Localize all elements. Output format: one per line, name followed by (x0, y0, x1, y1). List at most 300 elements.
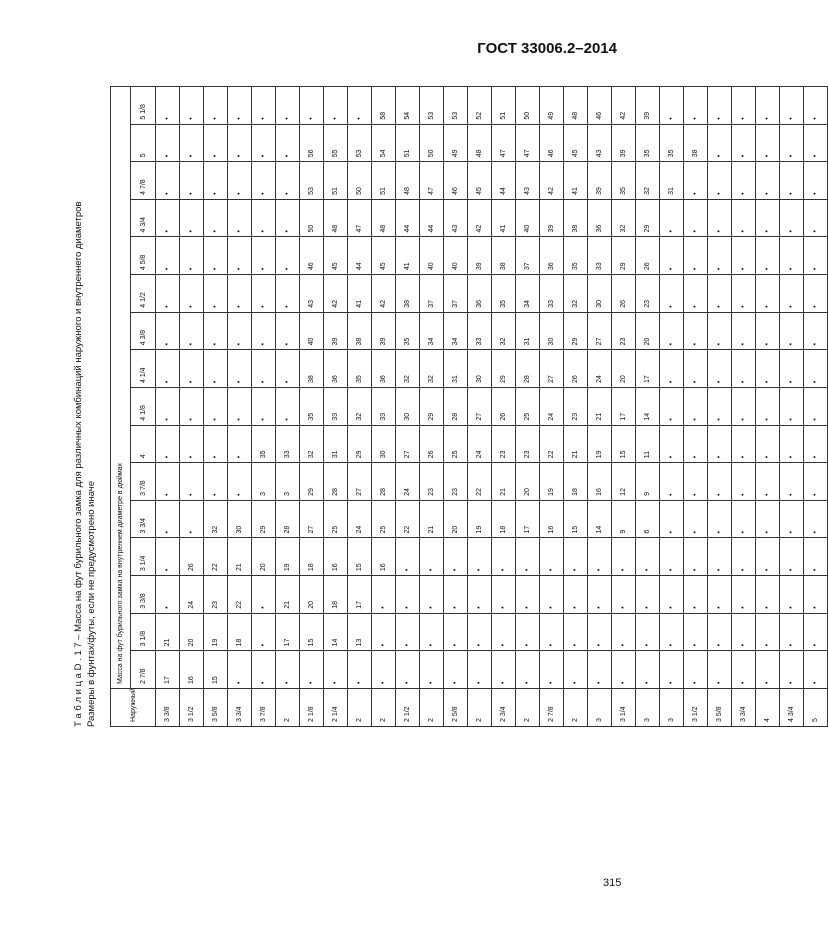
mass-cell: 45 (564, 124, 588, 162)
mass-cell: • (588, 651, 612, 689)
mass-cell: • (228, 388, 252, 426)
mass-cell: • (756, 613, 780, 651)
mass-cell: • (780, 388, 804, 426)
mass-cell: 41 (564, 162, 588, 200)
mass-cell: 40 (420, 237, 444, 275)
mass-cell: • (540, 576, 564, 614)
mass-cell: 22 (540, 425, 564, 463)
mass-cell: • (540, 651, 564, 689)
mass-cell: 29 (300, 463, 324, 501)
mass-cell: • (804, 613, 828, 651)
table-row (252, 86, 276, 726)
mass-cell: • (732, 237, 756, 275)
mass-cell: 40 (444, 237, 468, 275)
mass-cell: 50 (420, 124, 444, 162)
mass-cell: 31 (516, 312, 540, 350)
mass-cell: 24 (180, 576, 204, 614)
inner-diameter-header: 4 1/2 (131, 275, 156, 313)
mass-cell: • (756, 199, 780, 237)
mass-cell: • (252, 237, 276, 275)
mass-cell: 39 (636, 86, 660, 124)
outer-diameter-cell: 2 1/8 (300, 689, 324, 727)
mass-cell: • (252, 388, 276, 426)
mass-cell: • (276, 651, 300, 689)
table-row (588, 86, 612, 726)
mass-cell: 37 (516, 237, 540, 275)
mass-cell: 23 (612, 312, 636, 350)
mass-header: Масса на фут бурильного замка на внутреннем диаметре в дюймах (111, 86, 131, 688)
mass-cell: • (204, 463, 228, 501)
mass-cell: • (420, 538, 444, 576)
mass-cell: • (228, 425, 252, 463)
mass-cell: 46 (444, 162, 468, 200)
mass-cell: 29 (636, 199, 660, 237)
mass-cell: • (684, 463, 708, 501)
mass-cell: 19 (276, 538, 300, 576)
mass-cell: • (756, 350, 780, 388)
mass-cell: 13 (348, 613, 372, 651)
mass-cell: • (396, 538, 420, 576)
mass-cell: 17 (276, 613, 300, 651)
mass-cell: 17 (636, 350, 660, 388)
mass-cell: • (756, 388, 780, 426)
mass-cell: 22 (468, 463, 492, 501)
outer-diameter-cell: 3 (636, 689, 660, 727)
mass-cell: 34 (444, 312, 468, 350)
mass-cell: • (684, 576, 708, 614)
mass-cell: • (444, 576, 468, 614)
main-header-row (111, 86, 131, 726)
mass-cell: 17 (348, 576, 372, 614)
outer-diameter-cell: 4 (756, 689, 780, 727)
table-row (636, 86, 660, 726)
mass-cell: 47 (516, 124, 540, 162)
mass-cell: 27 (468, 388, 492, 426)
mass-cell: 15 (300, 613, 324, 651)
mass-cell: • (372, 576, 396, 614)
mass-cell: • (756, 651, 780, 689)
mass-cell: • (708, 500, 732, 538)
mass-cell: • (252, 162, 276, 200)
mass-cell: • (276, 275, 300, 313)
mass-cell: • (564, 651, 588, 689)
outer-diameter-cell: 4 3/4 (780, 689, 804, 727)
mass-cell: • (252, 86, 276, 124)
mass-cell: • (756, 538, 780, 576)
mass-cell: 48 (564, 86, 588, 124)
mass-cell: 14 (324, 613, 348, 651)
mass-cell: 26 (636, 237, 660, 275)
mass-cell: • (780, 576, 804, 614)
mass-cell: 36 (588, 199, 612, 237)
mass-cell: • (732, 275, 756, 313)
table-row (396, 86, 420, 726)
outer-diameter-cell: 2 (564, 689, 588, 727)
mass-cell: • (588, 538, 612, 576)
mass-cell: 33 (588, 237, 612, 275)
mass-cell: • (180, 350, 204, 388)
mass-cell: 32 (204, 500, 228, 538)
mass-cell: • (660, 538, 684, 576)
mass-cell: • (228, 312, 252, 350)
mass-cell: 39 (372, 312, 396, 350)
mass-cell: 25 (444, 425, 468, 463)
mass-cell: • (228, 199, 252, 237)
mass-cell: 48 (324, 199, 348, 237)
mass-cell: • (804, 162, 828, 200)
inner-diameter-header: 4 1/4 (131, 350, 156, 388)
mass-cell: • (684, 350, 708, 388)
outer-diameter-cell: 3 3/4 (732, 689, 756, 727)
mass-cell: 16 (372, 538, 396, 576)
mass-cell: • (756, 237, 780, 275)
mass-cell: 14 (636, 388, 660, 426)
mass-cell: • (588, 576, 612, 614)
outer-diameter-cell: 2 (468, 689, 492, 727)
mass-cell: 16 (588, 463, 612, 501)
mass-cell: 16 (540, 500, 564, 538)
mass-cell: 40 (300, 312, 324, 350)
mass-cell: • (516, 651, 540, 689)
inner-diameter-header: 4 5/8 (131, 237, 156, 275)
mass-cell: • (780, 237, 804, 275)
mass-cell: 20 (180, 613, 204, 651)
outer-diameter-cell: 2 (420, 689, 444, 727)
mass-cell: 24 (348, 500, 372, 538)
outer-diameter-cell: 2 (516, 689, 540, 727)
mass-cell: 20 (612, 350, 636, 388)
mass-cell: • (204, 237, 228, 275)
outer-diameter-cell: 2 1/4 (324, 689, 348, 727)
mass-cell: • (420, 613, 444, 651)
mass-cell: 21 (228, 538, 252, 576)
mass-cell: 48 (468, 124, 492, 162)
inner-diameter-header: 5 (131, 124, 156, 162)
mass-cell: 39 (588, 162, 612, 200)
mass-cell: 42 (540, 162, 564, 200)
mass-cell: 23 (636, 275, 660, 313)
mass-cell: • (804, 86, 828, 124)
table-row (276, 86, 300, 726)
inner-diameter-header: 4 3/8 (131, 312, 156, 350)
mass-cell: 44 (420, 199, 444, 237)
mass-cell: 23 (420, 463, 444, 501)
mass-cell: 27 (588, 312, 612, 350)
mass-cell: 33 (324, 388, 348, 426)
mass-cell: • (684, 86, 708, 124)
mass-cell: 43 (516, 162, 540, 200)
mass-cell: • (804, 651, 828, 689)
mass-cell: • (228, 124, 252, 162)
mass-cell: • (252, 613, 276, 651)
mass-cell: • (516, 576, 540, 614)
mass-cell: • (156, 237, 180, 275)
mass-cell: • (228, 350, 252, 388)
mass-cell: 21 (564, 425, 588, 463)
mass-cell: • (180, 463, 204, 501)
outer-diameter-cell: 5 (804, 689, 828, 727)
mass-cell: • (156, 500, 180, 538)
mass-cell: • (396, 576, 420, 614)
mass-cell: 28 (324, 463, 348, 501)
mass-cell: • (756, 86, 780, 124)
mass-cell: 32 (420, 350, 444, 388)
mass-cell: • (804, 312, 828, 350)
mass-cell: 42 (468, 199, 492, 237)
table-row (804, 86, 828, 726)
mass-cell: 17 (516, 500, 540, 538)
mass-cell: 27 (540, 350, 564, 388)
mass-cell: 58 (372, 86, 396, 124)
mass-cell: • (228, 275, 252, 313)
mass-cell: • (732, 86, 756, 124)
mass-cell: • (684, 275, 708, 313)
mass-cell: • (156, 162, 180, 200)
mass-cell: • (396, 651, 420, 689)
mass-cell: 44 (348, 237, 372, 275)
mass-cell: • (708, 237, 732, 275)
mass-cell: 3 (252, 463, 276, 501)
mass-cell: 32 (396, 350, 420, 388)
mass-cell: • (708, 538, 732, 576)
mass-cell: • (204, 425, 228, 463)
mass-cell: • (660, 500, 684, 538)
mass-cell: • (612, 651, 636, 689)
mass-cell: 45 (324, 237, 348, 275)
mass-cell: 34 (420, 312, 444, 350)
mass-cell: • (420, 651, 444, 689)
mass-cell: • (252, 651, 276, 689)
mass-cell: 24 (540, 388, 564, 426)
mass-cell: • (180, 500, 204, 538)
mass-cell: • (756, 124, 780, 162)
mass-cell: 24 (588, 350, 612, 388)
mass-cell: • (636, 576, 660, 614)
mass-cell: • (780, 312, 804, 350)
mass-cell: • (588, 613, 612, 651)
mass-cell: • (660, 237, 684, 275)
mass-cell: • (708, 124, 732, 162)
mass-cell: 25 (516, 388, 540, 426)
mass-cell: • (204, 350, 228, 388)
mass-cell: 36 (540, 237, 564, 275)
mass-cell: • (492, 576, 516, 614)
mass-cell: • (732, 312, 756, 350)
outer-diameter-cell: 3 5/8 (708, 689, 732, 727)
mass-cell: • (564, 613, 588, 651)
mass-cell: 48 (396, 162, 420, 200)
mass-cell: 30 (540, 312, 564, 350)
mass-cell: • (708, 388, 732, 426)
mass-cell: • (156, 199, 180, 237)
mass-cell: 35 (612, 162, 636, 200)
mass-cell: 38 (300, 350, 324, 388)
mass-cell: 18 (300, 538, 324, 576)
mass-cell: 6 (636, 500, 660, 538)
mass-cell: • (684, 613, 708, 651)
mass-cell: • (780, 500, 804, 538)
mass-cell: 26 (180, 538, 204, 576)
mass-cell: • (180, 86, 204, 124)
mass-cell: 54 (396, 86, 420, 124)
table-row (228, 86, 252, 726)
mass-cell: • (780, 350, 804, 388)
table-body (156, 86, 828, 726)
mass-cell: 19 (204, 613, 228, 651)
mass-cell: • (444, 651, 468, 689)
mass-cell: 30 (588, 275, 612, 313)
mass-cell: 27 (300, 500, 324, 538)
mass-cell: • (252, 350, 276, 388)
mass-cell: • (156, 576, 180, 614)
mass-cell: • (252, 275, 276, 313)
mass-cell: • (228, 463, 252, 501)
rotated-table-container (110, 87, 819, 727)
mass-cell: 32 (348, 388, 372, 426)
outer-diameter-cell: 3 (588, 689, 612, 727)
mass-cell: 11 (636, 425, 660, 463)
mass-cell: 46 (588, 86, 612, 124)
mass-cell: 51 (492, 86, 516, 124)
mass-cell: 27 (396, 425, 420, 463)
mass-cell: • (660, 651, 684, 689)
caption-title: Т а б л и ц а D . 1 7 – Масса на фут бурильного замка для различных комбинаций наружного и внутреннего диаметров (73, 201, 84, 727)
mass-cell: • (492, 538, 516, 576)
mass-cell: 29 (492, 350, 516, 388)
mass-cell: • (756, 312, 780, 350)
table-row (564, 86, 588, 726)
mass-cell: • (660, 312, 684, 350)
table-row (732, 86, 756, 726)
mass-cell: 15 (564, 500, 588, 538)
mass-cell: • (180, 199, 204, 237)
mass-cell: 15 (204, 651, 228, 689)
mass-cell: • (252, 124, 276, 162)
mass-cell: • (684, 388, 708, 426)
mass-cell: 43 (300, 275, 324, 313)
mass-cell: • (156, 86, 180, 124)
mass-cell: • (660, 388, 684, 426)
mass-cell: • (204, 199, 228, 237)
mass-cell: • (156, 388, 180, 426)
mass-cell: • (276, 388, 300, 426)
mass-cell: • (492, 651, 516, 689)
mass-cell: 38 (396, 275, 420, 313)
table-row (660, 86, 684, 726)
mass-cell: 43 (588, 124, 612, 162)
table-row (180, 86, 204, 726)
mass-cell: • (180, 425, 204, 463)
mass-cell: 35 (492, 275, 516, 313)
mass-cell: • (228, 86, 252, 124)
mass-cell: • (660, 425, 684, 463)
mass-cell: • (660, 463, 684, 501)
mass-cell: 34 (516, 275, 540, 313)
mass-cell: • (156, 275, 180, 313)
mass-cell: • (684, 651, 708, 689)
mass-cell: 45 (468, 162, 492, 200)
mass-cell: 35 (252, 425, 276, 463)
mass-cell: • (732, 500, 756, 538)
outer-diameter-cell: 3 5/8 (204, 689, 228, 727)
mass-cell: 47 (420, 162, 444, 200)
mass-cell: 21 (588, 388, 612, 426)
mass-cell: • (468, 576, 492, 614)
mass-cell: 32 (636, 162, 660, 200)
mass-cell: • (804, 388, 828, 426)
mass-cell: • (804, 275, 828, 313)
mass-cell: • (276, 312, 300, 350)
mass-cell: • (564, 538, 588, 576)
mass-cell: 23 (516, 425, 540, 463)
mass-cell: 46 (540, 124, 564, 162)
mass-cell: • (204, 124, 228, 162)
table-area (110, 87, 819, 727)
mass-cell: 53 (444, 86, 468, 124)
mass-cell: • (468, 538, 492, 576)
mass-cell: 16 (180, 651, 204, 689)
mass-cell: • (156, 425, 180, 463)
mass-cell: • (372, 613, 396, 651)
mass-cell: • (804, 576, 828, 614)
mass-cell: 16 (324, 538, 348, 576)
mass-cell: 19 (468, 500, 492, 538)
inner-diameter-header: 3 1/8 (131, 613, 156, 651)
outer-diameter-cell: 3 3/4 (228, 689, 252, 727)
mass-cell: • (420, 576, 444, 614)
mass-cell: 32 (564, 275, 588, 313)
mass-cell: 29 (612, 237, 636, 275)
mass-cell: 54 (372, 124, 396, 162)
mass-cell: 21 (156, 613, 180, 651)
mass-cell: 17 (612, 388, 636, 426)
table-row (492, 86, 516, 726)
outer-diameter-cell: 3 (660, 689, 684, 727)
mass-cell: • (180, 162, 204, 200)
mass-cell: 48 (372, 199, 396, 237)
mass-cell: 38 (348, 312, 372, 350)
mass-cell: • (348, 86, 372, 124)
outer-diameter-cell: 2 3/4 (492, 689, 516, 727)
mass-cell: • (636, 651, 660, 689)
mass-cell: • (804, 237, 828, 275)
mass-cell: • (204, 388, 228, 426)
mass-cell: 41 (348, 275, 372, 313)
mass-cell: 18 (492, 500, 516, 538)
mass-cell: 29 (564, 312, 588, 350)
mass-cell: 9 (612, 500, 636, 538)
mass-cell: • (612, 613, 636, 651)
mass-cell: 55 (324, 124, 348, 162)
table-row (156, 86, 180, 726)
mass-cell: • (180, 124, 204, 162)
mass-cell: 35 (348, 350, 372, 388)
mass-cell: 33 (372, 388, 396, 426)
mass-cell: • (180, 275, 204, 313)
mass-cell: • (228, 651, 252, 689)
mass-cell: 53 (300, 162, 324, 200)
mass-cell: • (324, 86, 348, 124)
mass-cell: • (732, 425, 756, 463)
mass-cell: 26 (564, 350, 588, 388)
mass-cell: • (252, 576, 276, 614)
mass-cell: 17 (156, 651, 180, 689)
mass-cell: • (660, 86, 684, 124)
mass-cell: • (180, 312, 204, 350)
mass-cell: • (780, 613, 804, 651)
table-row (324, 86, 348, 726)
inner-diameter-header: 4 7/8 (131, 162, 156, 200)
